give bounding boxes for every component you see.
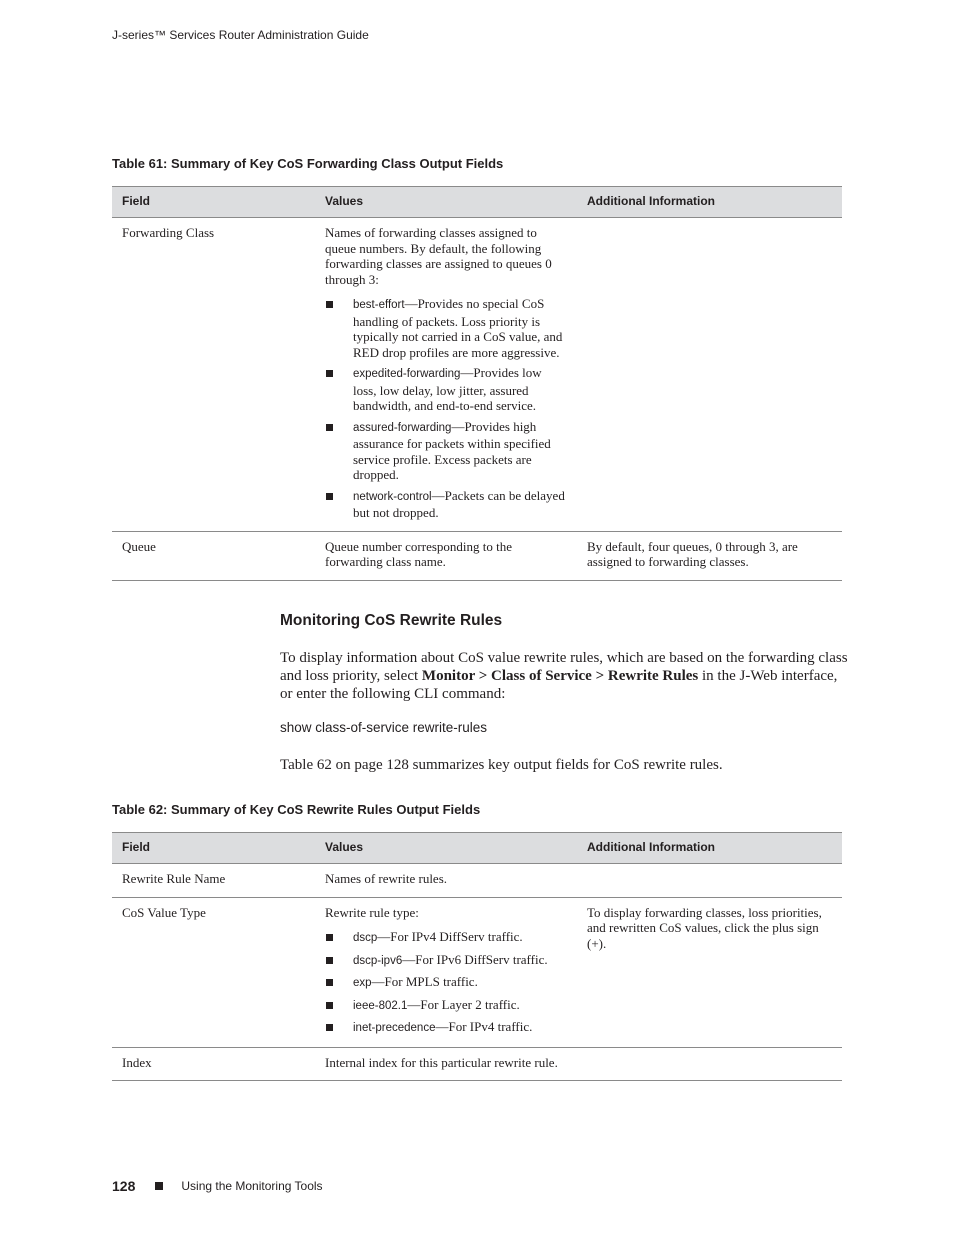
- values-intro: Rewrite rule type:: [325, 904, 419, 920]
- bullet-square-icon: [326, 1002, 333, 1009]
- bullet-square-icon: [326, 301, 333, 308]
- values-cell: [315, 218, 577, 532]
- term-description: —For Layer 2 traffic.: [407, 996, 520, 1012]
- running-header: J-series™ Services Router Administration Guide: [112, 28, 369, 42]
- column-header-additional-information: Additional Information: [577, 833, 842, 864]
- table-row: [112, 531, 842, 580]
- bullet-square-icon: [326, 979, 333, 986]
- term-description: —Provides no special CoS handling of packets. Loss priority is typically not carried in a CoS value, and RED drop profiles are more aggressive.: [353, 296, 563, 360]
- bullet-square-icon: [326, 493, 333, 500]
- body-paragraph: Table 62 on page 128 summarizes key output fields for CoS rewrite rules.: [280, 757, 723, 773]
- table-61-caption: Table 61: Summary of Key CoS Forwarding Class Output Fields: [112, 156, 504, 171]
- field-cell: Index: [112, 1047, 315, 1081]
- bullet-list: [325, 296, 567, 521]
- table-62: [112, 832, 842, 1081]
- table-row: [112, 1047, 842, 1081]
- term-description: —Provides low loss, low delay, low jitter, assured bandwidth, and end-to-end service.: [353, 365, 542, 413]
- table-row: [112, 864, 842, 898]
- term: best-effort: [353, 299, 405, 311]
- term: assured-forwarding: [353, 421, 452, 434]
- list-item: [325, 488, 567, 521]
- column-header-field: Field: [112, 833, 315, 864]
- table-row: [112, 897, 842, 1047]
- list-item: [325, 365, 567, 414]
- term-description: —For IPv4 DiffServ traffic.: [377, 929, 523, 944]
- list-item: [325, 296, 567, 360]
- info-cell: To display forwarding classes, loss priorities, and rewritten CoS values, click the plus sign (+).: [577, 897, 842, 1047]
- field-cell: Forwarding Class: [112, 218, 315, 532]
- list-item: [325, 929, 567, 947]
- list-item: [325, 1019, 567, 1037]
- bullet-square-icon: [326, 424, 333, 431]
- term-description: —Provides high assurance for packets within specified service profile. Excess packets are dropped.: [353, 418, 551, 482]
- term-description: —Packets can be delayed but not dropped.: [353, 487, 565, 520]
- info-cell: By default, four queues, 0 through 3, are assigned to forwarding classes.: [577, 531, 842, 580]
- list-item: [325, 952, 567, 970]
- term: exp: [353, 977, 372, 989]
- values-cell: Queue number corresponding to the forwarding class name.: [315, 531, 577, 580]
- list-item: [325, 419, 567, 483]
- column-header-values: Values: [315, 833, 577, 864]
- page-number: 128: [112, 1178, 136, 1194]
- table-62-caption: Table 62: Summary of Key CoS Rewrite Rules Output Fields: [112, 802, 481, 817]
- values-intro: Names of forwarding classes assigned to queue numbers. By default, the following forwarding classes are assigned to queues 0 through 3:: [325, 225, 552, 287]
- field-cell: Queue: [112, 531, 315, 580]
- table-61: [112, 186, 842, 581]
- page-footer: [112, 1178, 323, 1194]
- cli-command: show class-of-service rewrite-rules: [280, 720, 488, 735]
- info-cell: [577, 864, 842, 898]
- column-header-field: Field: [112, 187, 315, 218]
- paragraph-text: in the J-Web interface, or enter the following CLI command:: [280, 668, 838, 702]
- table-header-row: [112, 833, 842, 864]
- bullet-list: [325, 929, 567, 1037]
- footer-section-title: Using the Monitoring Tools: [181, 1179, 323, 1193]
- body-paragraph: [280, 649, 850, 703]
- footer-square-icon: [155, 1182, 163, 1190]
- term: inet-precedence: [353, 1022, 436, 1034]
- column-header-additional-information: Additional Information: [577, 187, 842, 218]
- term: dscp: [353, 932, 378, 944]
- paragraph-text: To display information about CoS value rewrite rules, which are based on the forwarding class and loss priority, select: [280, 650, 848, 684]
- info-cell: [577, 1047, 842, 1081]
- bullet-square-icon: [326, 934, 333, 941]
- term-description: —For IPv6 DiffServ traffic.: [402, 951, 548, 967]
- term: network-control: [353, 490, 432, 503]
- field-cell: CoS Value Type: [112, 897, 315, 1047]
- info-cell: [577, 218, 842, 532]
- term: ieee-802.1: [353, 999, 408, 1012]
- list-item: [325, 997, 567, 1015]
- menu-path: Monitor > Class of Service > Rewrite Rules: [421, 668, 699, 684]
- term-description: —For MPLS traffic.: [371, 974, 478, 989]
- bullet-square-icon: [326, 957, 333, 964]
- values-cell: [315, 897, 577, 1047]
- list-item: [325, 974, 567, 992]
- bullet-square-icon: [326, 370, 333, 377]
- table-row: [112, 218, 842, 532]
- term: dscp-ipv6: [353, 954, 403, 967]
- values-cell: Names of rewrite rules.: [315, 864, 577, 898]
- term: expedited-forwarding: [353, 368, 461, 380]
- table-header-row: [112, 187, 842, 218]
- values-cell: Internal index for this particular rewrite rule.: [315, 1047, 577, 1081]
- bullet-square-icon: [326, 1024, 333, 1031]
- column-header-values: Values: [315, 187, 577, 218]
- section-heading: Monitoring CoS Rewrite Rules: [280, 612, 503, 629]
- field-cell: Rewrite Rule Name: [112, 864, 315, 898]
- term-description: —For IPv4 traffic.: [435, 1019, 533, 1034]
